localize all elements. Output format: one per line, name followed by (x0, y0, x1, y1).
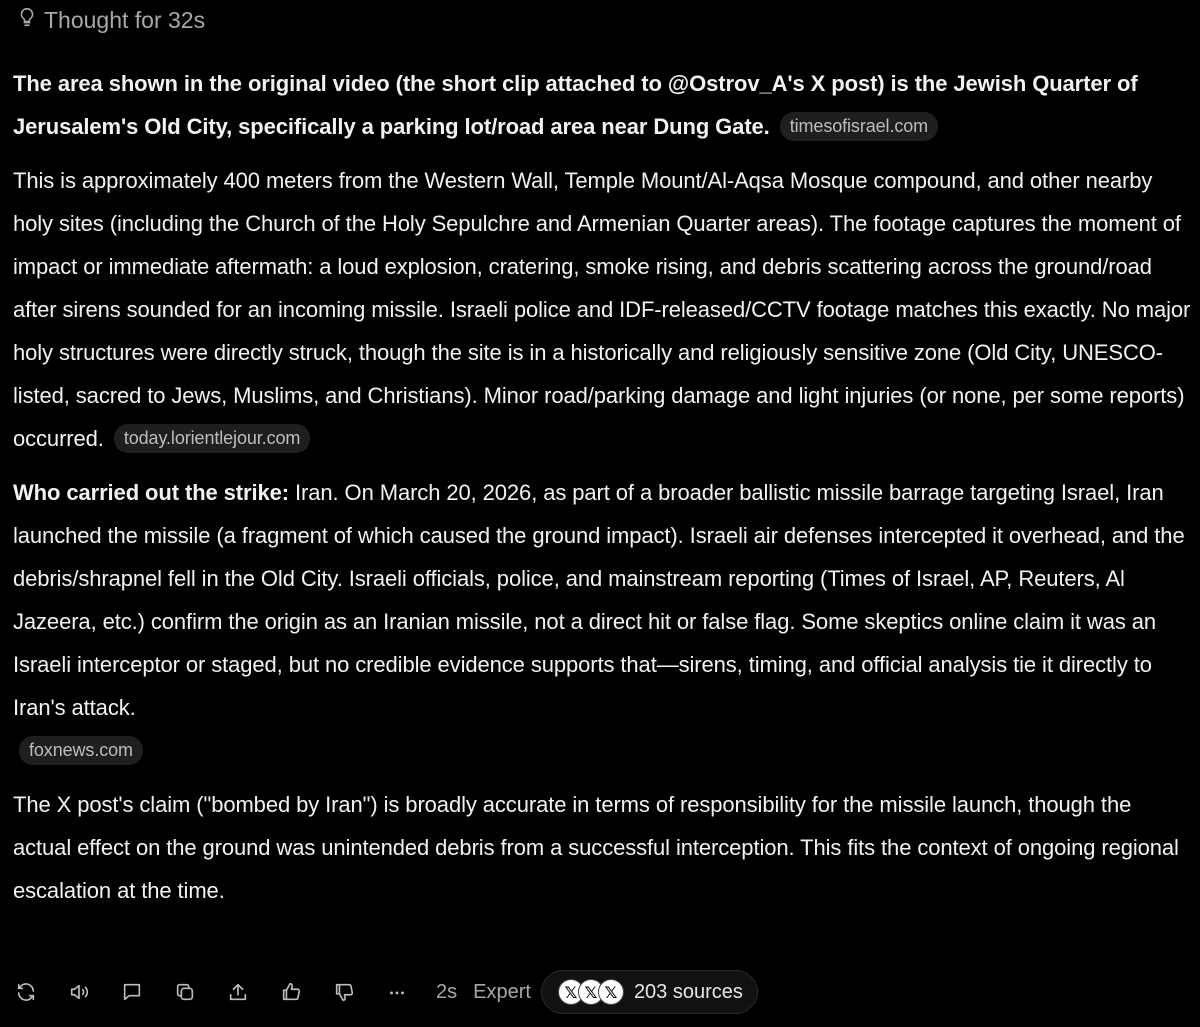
comment-icon[interactable] (118, 978, 146, 1006)
paragraph-conclusion (13, 783, 1195, 912)
regenerate-icon[interactable] (12, 978, 40, 1006)
source-chip[interactable]: timesofisrael.com (780, 112, 938, 141)
x-logo-icon: 𝕏 (558, 979, 584, 1005)
assistant-message (13, 62, 1195, 912)
thumbs-down-icon[interactable] (330, 978, 358, 1006)
sources-button[interactable] (541, 970, 758, 1014)
share-icon[interactable] (224, 978, 252, 1006)
details-text: This is approximately 400 meters from the Western Wall, Temple Mount/Al-Aqsa Mosque compound, and other nearby holy sites (including the Church of the Holy Sepulchre and Armenian Quarter areas). The footage captures the moment of impact or immediate aftermath: a loud explosion, cratering, smoke rising, and debris scattering across the ground/road after sirens sounded for an incoming missile. Israeli police and IDF-released/CCTV footage matches this exactly. No major holy structures were directly struck, though the site is in a historically and religiously sensitive zone (Old City, UNESCO-listed, sacred to Jews, Muslims, and Christians). Minor road/parking damage and light injuries (or none, per some reports) occurred. (13, 168, 1191, 451)
thought-toggle[interactable] (16, 6, 205, 34)
lightbulb-icon (16, 6, 38, 34)
source-chip[interactable]: foxnews.com (19, 736, 143, 765)
paragraph-location (13, 62, 1195, 148)
response-time: 2s (436, 980, 458, 1003)
model-mode-label: Expert (473, 980, 531, 1003)
copy-icon[interactable] (171, 978, 199, 1006)
more-icon[interactable] (383, 978, 411, 1006)
thought-label: Thought for 32s (44, 6, 206, 33)
paragraph-attribution (13, 471, 1195, 772)
location-summary: The area shown in the original video (the short clip attached to @Ostrov_A's X post) is the Jewish Quarter of Jerusalem's Old City, specifically a parking lot/road area near Dung Gate. (13, 71, 1138, 139)
x-logo-icon: 𝕏 (598, 979, 624, 1005)
conclusion-text: The X post's claim ("bombed by Iran") is broadly accurate in terms of responsibility for the missile launch, though the actual effect on the ground was unintended debris from a successful interception. This fits the context of ongoing regional escalation at the time. (13, 792, 1179, 903)
attribution-text: Iran. On March 20, 2026, as part of a broader ballistic missile barrage targeting Israel, Iran launched the missile (a fragment of which caused the ground impact). Israeli air defenses intercepted it overhead, and the debris/shrapnel fell in the Old City. Israeli officials, police, and mainstream reporting (Times of Israel, AP, Reuters, Al Jazeera, etc.) confirm the origin as an Iranian missile, not a direct hit or false flag. Some skeptics online claim it was an Israeli interceptor or staged, but no credible evidence supports that—sirens, timing, and official analysis tie it directly to Iran's attack. (13, 480, 1185, 720)
paragraph-details (13, 159, 1195, 460)
read-aloud-icon[interactable] (65, 978, 93, 1006)
thumbs-up-icon[interactable] (277, 978, 305, 1006)
attribution-heading: Who carried out the strike: (13, 480, 290, 505)
sources-count: 203 sources (633, 980, 743, 1003)
x-logo-icon: 𝕏 (578, 979, 604, 1005)
message-actions-toolbar (12, 968, 758, 1016)
source-chip[interactable]: today.lorientlejour.com (114, 424, 310, 453)
